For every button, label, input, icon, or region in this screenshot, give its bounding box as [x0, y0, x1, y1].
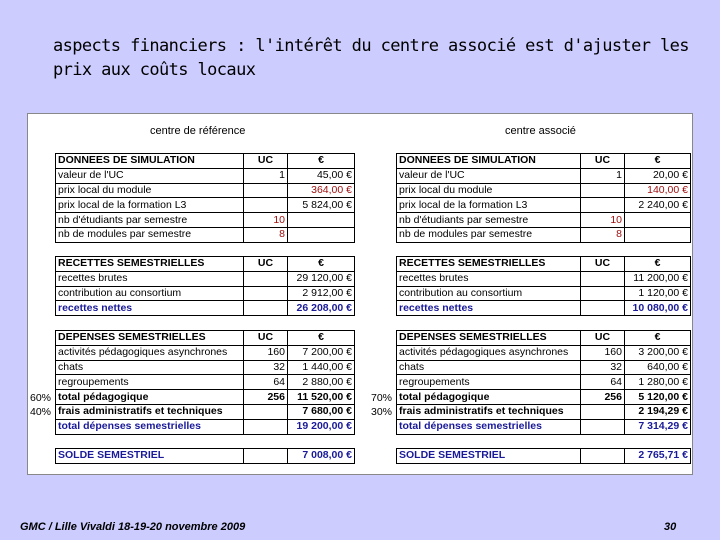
cell: [581, 449, 625, 464]
cell: prix local du module: [397, 183, 581, 198]
cell: UC: [581, 257, 625, 272]
table-row: [56, 168, 355, 183]
centre-heading: centre de référence: [150, 125, 246, 137]
table-row: [397, 404, 691, 419]
cell: frais administratifs et techniques: [56, 404, 244, 419]
cell: 1: [581, 168, 625, 183]
cell: [244, 286, 288, 301]
cell: [244, 198, 288, 213]
cell: activités pédagogiques asynchrones: [397, 345, 581, 360]
cell: 364,00 €: [288, 183, 355, 198]
cell: €: [625, 257, 691, 272]
recettes-table: [55, 256, 355, 316]
cell: [581, 286, 625, 301]
table-header-row: [56, 331, 355, 346]
table-row: [56, 198, 355, 213]
solde-row: [397, 449, 691, 464]
solde-table: [55, 448, 355, 464]
cell: 64: [581, 375, 625, 390]
cell: 8: [244, 227, 288, 242]
table-row: [397, 227, 691, 242]
cell: recettes brutes: [56, 271, 244, 286]
cell: 8: [581, 227, 625, 242]
cell: 7 200,00 €: [288, 345, 355, 360]
cell: 11 200,00 €: [625, 271, 691, 286]
cell: [581, 404, 625, 419]
cell: valeur de l'UC: [56, 168, 244, 183]
table-row: [397, 286, 691, 301]
cell: [581, 198, 625, 213]
cell: activités pédagogiques asynchrones: [56, 345, 244, 360]
percentage-label: 70%: [371, 392, 393, 404]
cell: nb d'étudiants par semestre: [397, 213, 581, 228]
page-number: 30: [664, 521, 677, 533]
table-header-row: [397, 257, 691, 272]
table-row: [397, 168, 691, 183]
cell: 1 280,00 €: [625, 375, 691, 390]
cell: 10: [581, 213, 625, 228]
cell: [244, 183, 288, 198]
table-row: [397, 271, 691, 286]
cell: 160: [581, 345, 625, 360]
table-row: [397, 345, 691, 360]
cell: valeur de l'UC: [397, 168, 581, 183]
cell: 1: [244, 168, 288, 183]
cell: [244, 404, 288, 419]
depenses-table: [396, 330, 691, 435]
cell: [625, 227, 691, 242]
cell: 32: [244, 360, 288, 375]
cell: [288, 227, 355, 242]
centre-heading: centre associé: [505, 125, 576, 137]
table-row: [56, 375, 355, 390]
slide-title: aspects financiers : l'intérêt du centre associé est d'ajuster les prix aux coûts locaux: [53, 36, 689, 80]
cell: total dépenses semestrielles: [56, 419, 244, 434]
cell: €: [288, 331, 355, 346]
cell: SOLDE SEMESTRIEL: [56, 449, 244, 464]
cell: [288, 213, 355, 228]
solde-row: [56, 449, 355, 464]
cell: nb de modules par semestre: [397, 227, 581, 242]
cell: nb de modules par semestre: [56, 227, 244, 242]
table-row: [397, 301, 691, 316]
cell: [244, 301, 288, 316]
cell: contribution au consortium: [397, 286, 581, 301]
simulation-table: [55, 153, 355, 243]
cell: 20,00 €: [625, 168, 691, 183]
cell: 2 765,71 €: [625, 449, 691, 464]
table-row: [397, 213, 691, 228]
table-header-row: [56, 257, 355, 272]
cell: UC: [244, 257, 288, 272]
table-row: [56, 227, 355, 242]
cell: 5 120,00 €: [625, 390, 691, 405]
cell: 29 120,00 €: [288, 271, 355, 286]
cell: 1 440,00 €: [288, 360, 355, 375]
cell: nb d'étudiants par semestre: [56, 213, 244, 228]
cell: UC: [244, 331, 288, 346]
table-row: [56, 404, 355, 419]
table-row: [397, 198, 691, 213]
cell: 19 200,00 €: [288, 419, 355, 434]
cell: 2 880,00 €: [288, 375, 355, 390]
table-row: [397, 360, 691, 375]
cell: [581, 271, 625, 286]
cell: RECETTES SEMESTRIELLES: [397, 257, 581, 272]
cell: 256: [581, 390, 625, 405]
cell: 3 200,00 €: [625, 345, 691, 360]
cell: 11 520,00 €: [288, 390, 355, 405]
simulation-table: [396, 153, 691, 243]
table-row: [56, 271, 355, 286]
cell: 32: [581, 360, 625, 375]
table-row: [56, 360, 355, 375]
cell: €: [288, 154, 355, 169]
cell: UC: [581, 154, 625, 169]
table-header-row: [397, 331, 691, 346]
cell: UC: [244, 154, 288, 169]
recettes-table: [396, 256, 691, 316]
cell: [244, 449, 288, 464]
cell: DEPENSES SEMESTRIELLES: [397, 331, 581, 346]
table-header-row: [397, 154, 691, 169]
cell: chats: [397, 360, 581, 375]
cell: 640,00 €: [625, 360, 691, 375]
cell: recettes nettes: [56, 301, 244, 316]
cell: prix local de la formation L3: [56, 198, 244, 213]
cell: UC: [581, 331, 625, 346]
table-row: [56, 345, 355, 360]
cell: 64: [244, 375, 288, 390]
cell: 26 208,00 €: [288, 301, 355, 316]
cell: €: [625, 154, 691, 169]
cell: [581, 183, 625, 198]
percentage-label: 60%: [30, 392, 52, 404]
cell: 2 240,00 €: [625, 198, 691, 213]
cell: regroupements: [397, 375, 581, 390]
cell: prix local du module: [56, 183, 244, 198]
cell: frais administratifs et techniques: [397, 404, 581, 419]
percentage-label: 40%: [30, 406, 52, 418]
cell: recettes brutes: [397, 271, 581, 286]
cell: 2 912,00 €: [288, 286, 355, 301]
cell: chats: [56, 360, 244, 375]
cell: 10 080,00 €: [625, 301, 691, 316]
table-row: [397, 390, 691, 405]
table-row: [397, 375, 691, 390]
cell: SOLDE SEMESTRIEL: [397, 449, 581, 464]
table-row: [56, 419, 355, 434]
cell: regroupements: [56, 375, 244, 390]
table-row: [56, 301, 355, 316]
cell: total dépenses semestrielles: [397, 419, 581, 434]
cell: 140,00 €: [625, 183, 691, 198]
table-row: [56, 213, 355, 228]
table-row: [56, 390, 355, 405]
cell: total pédagogique: [56, 390, 244, 405]
cell: 7 680,00 €: [288, 404, 355, 419]
cell: 10: [244, 213, 288, 228]
table-row: [397, 419, 691, 434]
cell: RECETTES SEMESTRIELLES: [56, 257, 244, 272]
cell: €: [625, 331, 691, 346]
cell: 256: [244, 390, 288, 405]
table-row: [56, 183, 355, 198]
cell: 5 824,00 €: [288, 198, 355, 213]
cell: total pédagogique: [397, 390, 581, 405]
cell: [244, 419, 288, 434]
cell: 7 008,00 €: [288, 449, 355, 464]
footer-text: GMC / Lille Vivaldi 18-19-20 novembre 2009: [20, 521, 246, 533]
cell: DONNEES DE SIMULATION: [397, 154, 581, 169]
cell: 1 120,00 €: [625, 286, 691, 301]
depenses-table: [55, 330, 355, 435]
cell: 7 314,29 €: [625, 419, 691, 434]
table-header-row: [56, 154, 355, 169]
cell: DEPENSES SEMESTRIELLES: [56, 331, 244, 346]
cell: [581, 419, 625, 434]
cell: 160: [244, 345, 288, 360]
cell: €: [288, 257, 355, 272]
cell: DONNEES DE SIMULATION: [56, 154, 244, 169]
cell: [244, 271, 288, 286]
table-row: [56, 286, 355, 301]
table-row: [397, 183, 691, 198]
percentage-label: 30%: [371, 406, 393, 418]
cell: [625, 213, 691, 228]
cell: 2 194,29 €: [625, 404, 691, 419]
cell: contribution au consortium: [56, 286, 244, 301]
cell: recettes nettes: [397, 301, 581, 316]
cell: [581, 301, 625, 316]
solde-table: [396, 448, 691, 464]
cell: 45,00 €: [288, 168, 355, 183]
cell: prix local de la formation L3: [397, 198, 581, 213]
